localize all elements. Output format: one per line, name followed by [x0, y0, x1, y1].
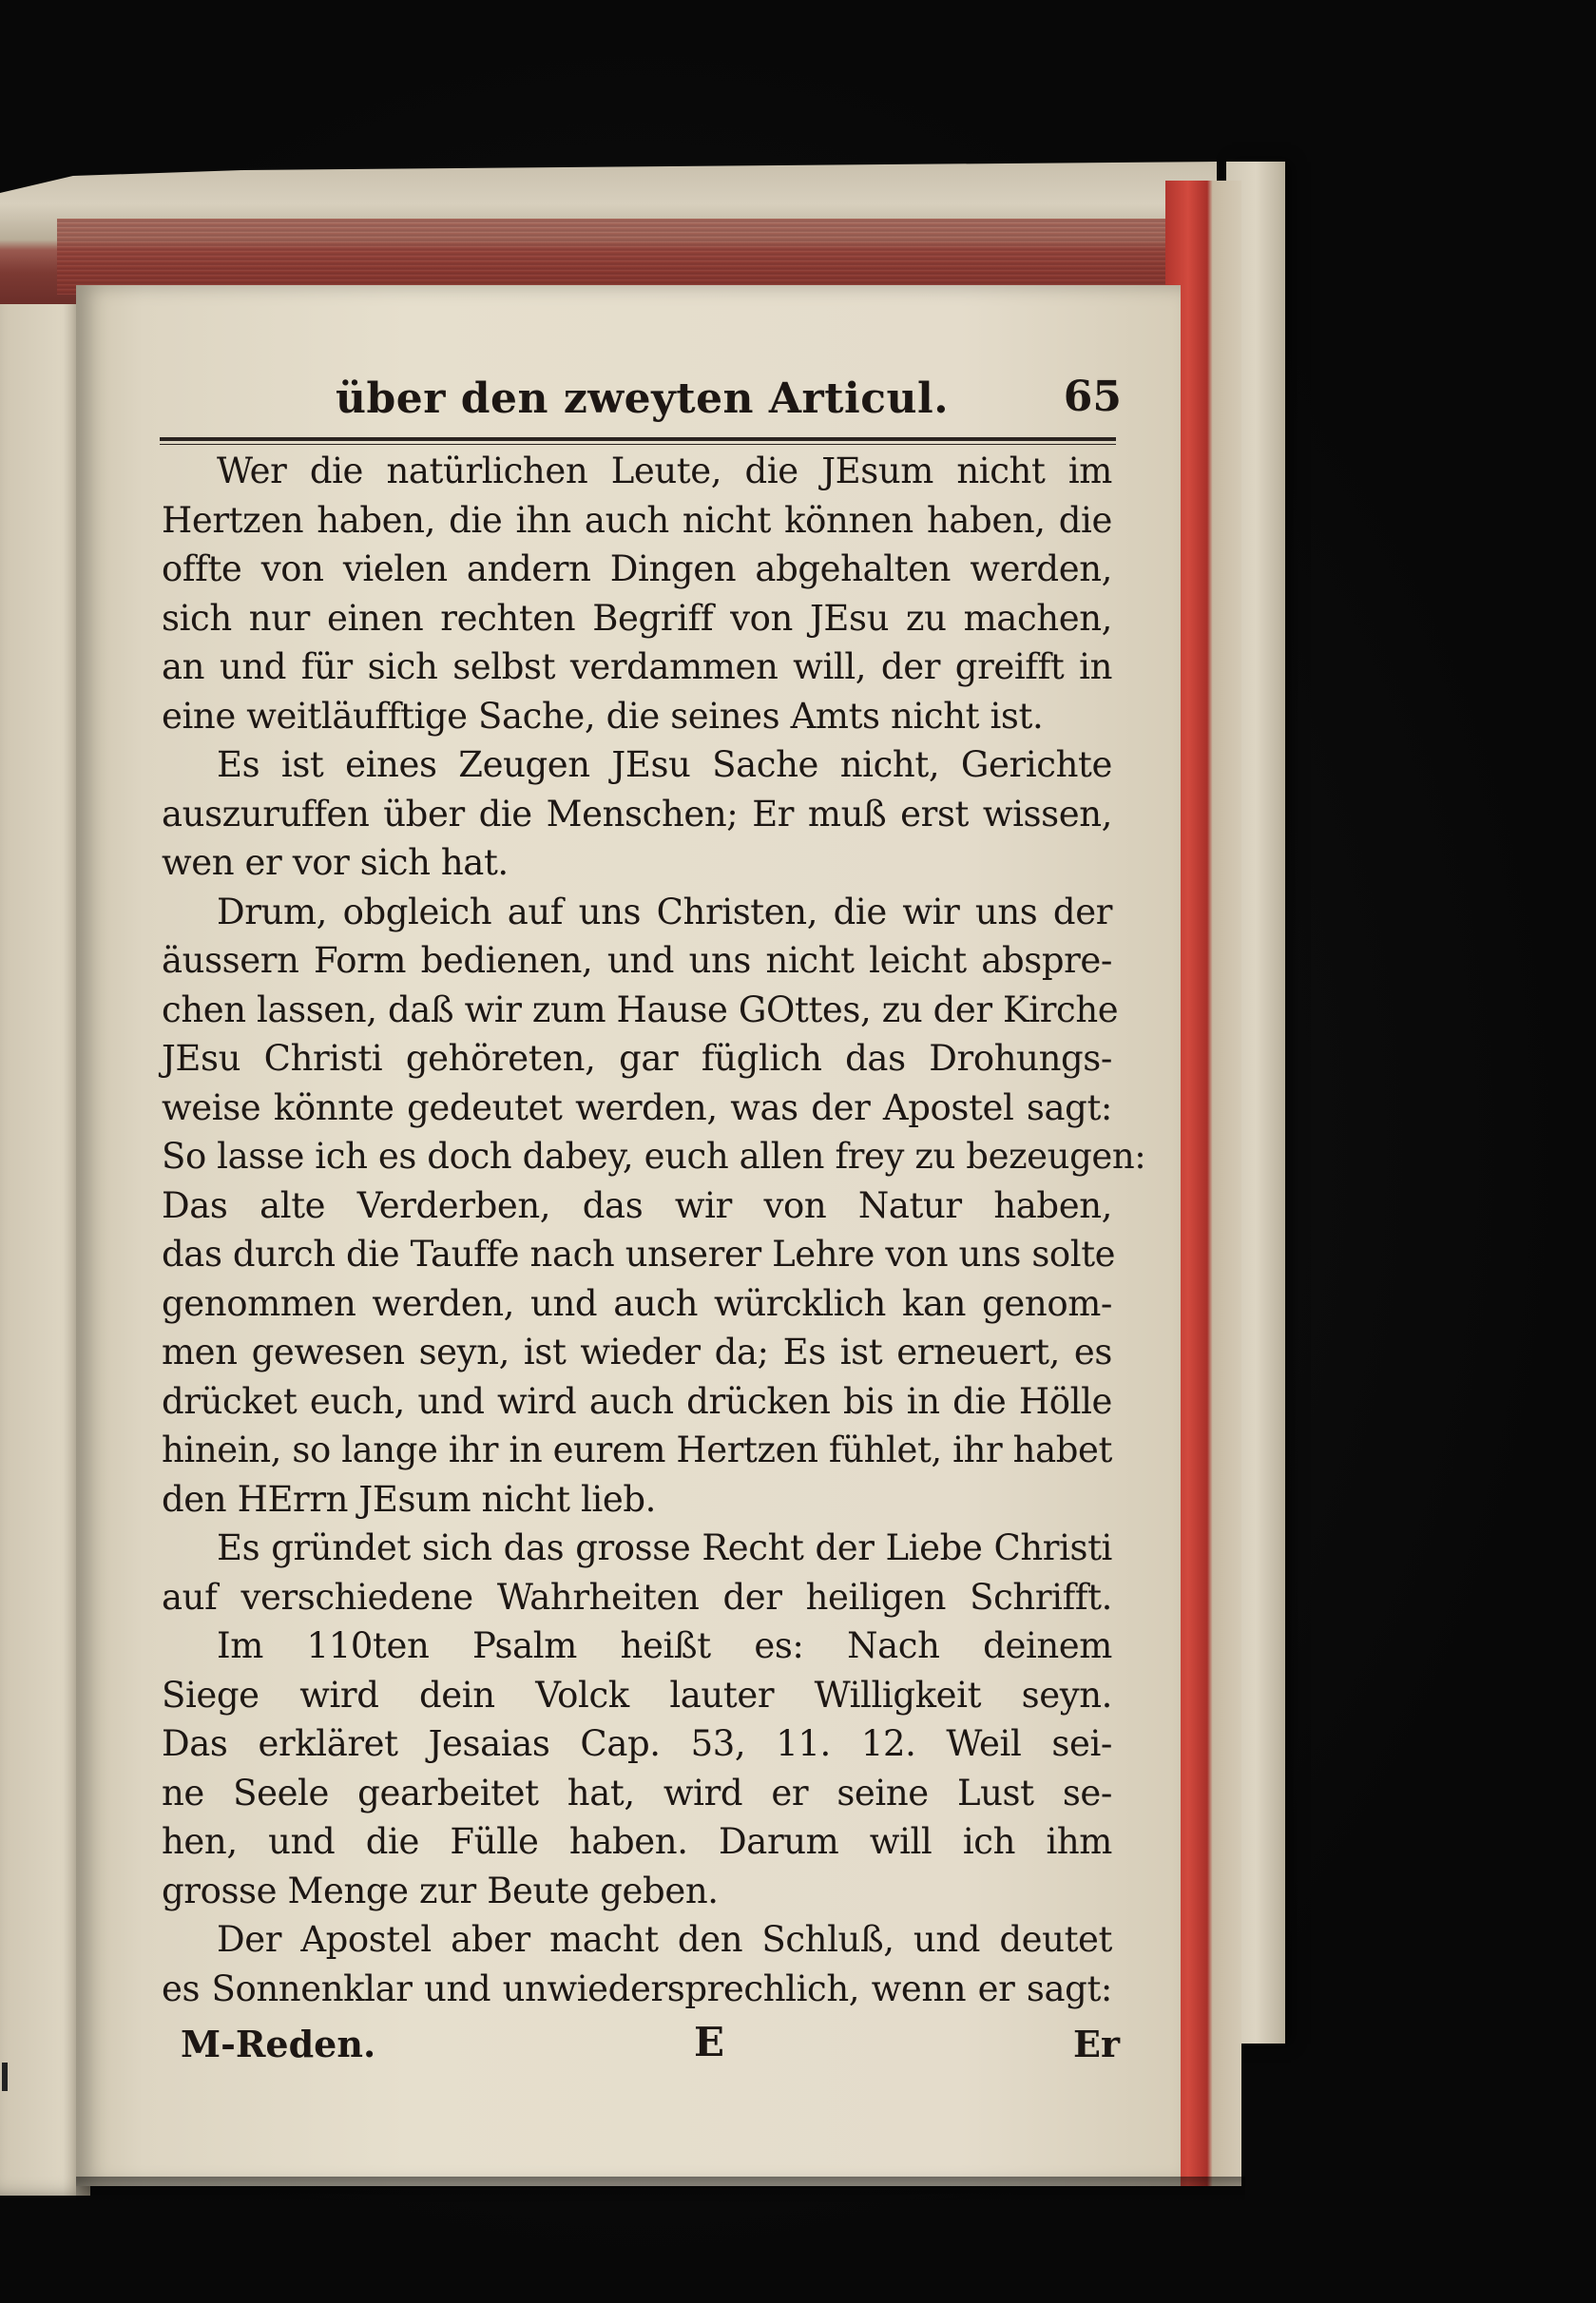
text-line: Das erkläret Jesaias Cap. 53, 11. 12. Weil sei- [162, 1723, 1112, 1764]
text-line: Es ist eines Zeugen JEsu Sache nicht, Gerichte [217, 744, 1112, 785]
text-line: eine weitläufftige Sache, die seines Amts nicht ist. [162, 695, 1044, 737]
text-line: wen er vor sich hat. [162, 842, 509, 883]
text-line: auszuruffen über die Menschen; Er muß erst wissen, [162, 793, 1112, 835]
text-line: genommen werden, und auch würcklich kan genom- [162, 1282, 1112, 1324]
text-line: Im 110ten Psalm heißt es: Nach deinem [217, 1625, 1112, 1666]
text-line: chen lassen, daß wir zum Hause GOttes, zu der Kirche [162, 988, 1119, 1030]
text-line: hen, und die Fülle haben. Darum will ich ihm [162, 1821, 1112, 1862]
header-rule [160, 437, 1116, 441]
page-text-block [162, 369, 1146, 2065]
text-line: es Sonnenklar und unwiedersprechlich, wenn er sagt: [162, 1967, 1112, 2009]
text-line: auf verschiedene Wahrheiten der heiligen Schrifft. [162, 1576, 1112, 1618]
text-line: Das alte Verderben, das wir von Natur haben, [162, 1184, 1112, 1226]
text-line: hinein, so lange ihr in eurem Hertzen fühlet, ihr habet [162, 1430, 1112, 1470]
text-line: Der Apostel aber macht den Schluß, und deutet [217, 1919, 1112, 1960]
text-line: JEsu Christi gehöreten, gar füglich das Drohungs- [162, 1038, 1112, 1079]
text-line: den HErrn JEsum nicht lieb. [162, 1478, 656, 1520]
page-number: 65 [1063, 373, 1122, 421]
book-page [76, 285, 1181, 2186]
text-line: Siege wird dein Volck lauter Willigkeit seyn. [162, 1674, 1112, 1716]
facing-page-mark [2, 2063, 8, 2091]
text-line: sich nur einen rechten Begriff von JEsu zu machen, [162, 597, 1112, 639]
running-head [162, 369, 1122, 432]
footer-note: M-Reden. [181, 2023, 376, 2065]
text-line: So lasse ich es doch dabey, euch allen frey zu bezeugen: [162, 1136, 1146, 1177]
text-line: das durch die Tauffe nach unserer Lehre von uns solte [162, 1234, 1116, 1275]
red-page-edges-top [57, 219, 1169, 295]
signature-mark: E [694, 2019, 725, 2065]
running-title: über den zweyten Articul. [336, 374, 950, 423]
text-line: Hertzen haben, die ihn auch nicht können haben, die [162, 499, 1112, 541]
text-line: an und für sich selbst verdammen will, der greifft in [162, 646, 1112, 687]
page-shadow [76, 2177, 1245, 2205]
text-line: men gewesen seyn, ist wieder da; Es ist erneuert, es [162, 1332, 1112, 1372]
text-line: Drum, obgleich auf uns Christen, die wir uns der [217, 891, 1112, 932]
text-line: ne Seele gearbeitet hat, wird er seine Lust se- [162, 1772, 1112, 1814]
text-line: äussern Form bedienen, und uns nicht leicht abspre- [162, 940, 1112, 981]
text-line: grosse Menge zur Beute geben. [162, 1870, 719, 1911]
text-line: weise könnte gedeutet werden, was der Apostel sagt: [162, 1086, 1112, 1128]
catchword: Er [1073, 2023, 1120, 2065]
text-line: Wer die natürlichen Leute, die JEsum nicht im [217, 451, 1112, 491]
text-line: Es gründet sich das grosse Recht der Liebe Christi [217, 1527, 1112, 1568]
text-line: drücket euch, und wird auch drücken bis in die Hölle [162, 1380, 1112, 1422]
text-line: offte von vielen andern Dingen abgehalten werden, [162, 548, 1112, 589]
body-text [162, 447, 1146, 2013]
page-footer [162, 2019, 1120, 2072]
